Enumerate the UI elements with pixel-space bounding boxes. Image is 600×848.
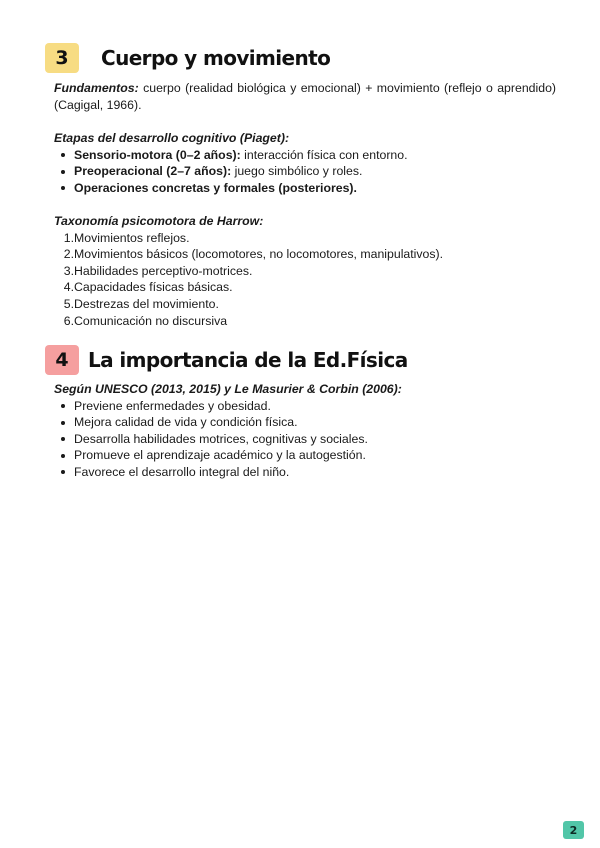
fundamentos-label: Fundamentos: [54,81,139,95]
piaget-stage-label: Sensorio-motora (0–2 años): [74,147,241,162]
item-number: 3. [63,263,74,278]
list-item [54,147,556,164]
importance-block [54,381,556,481]
section-4-header [45,345,408,375]
harrow-heading: Taxonomía psicomotora de Harrow: [54,214,264,228]
item-number: 6. [63,313,74,328]
list-item [54,279,556,296]
item-text: Destrezas del movimiento. [74,296,219,311]
list-item [54,263,556,280]
list-item [54,163,556,180]
harrow-block [54,213,556,329]
item-number: 2. [63,247,74,262]
item-text: Comunicación no discursiva [74,313,228,328]
section-4-number-badge: 4 [45,345,79,375]
piaget-heading: Etapas del desarrollo cognitivo (Piaget): [54,131,290,145]
item-number: 4. [63,280,74,295]
importance-list [54,398,556,481]
piaget-stage-label: Preoperacional (2–7 años): [74,164,232,179]
item-number: 1. [63,230,74,245]
section-3-header [45,43,330,73]
list-item: Desarrolla habilidades motrices, cognitivas y sociales. [54,431,556,448]
harrow-list [54,230,556,330]
list-item: Mejora calidad de vida y condición física. [54,414,556,431]
list-item [54,230,556,247]
list-item [54,296,556,313]
list-item [54,313,556,330]
list-item [54,180,556,197]
item-text: Habilidades perceptivo-motrices. [74,263,253,278]
piaget-stage-text: juego simbólico y roles. [231,164,363,179]
list-item: Previene enfermedades y obesidad. [54,398,556,415]
piaget-stage-label: Operaciones concretas y formales (posteriores). [74,180,357,195]
item-text: Movimientos básicos (locomotores, no locomotores, manipulativos). [74,247,444,262]
page-number-badge: 2 [563,821,584,839]
importance-source-heading: Según UNESCO (2013, 2015) y Le Masurier & Corbin (2006): [54,382,402,396]
section-3-number-badge: 3 [45,43,79,73]
section-3-title: Cuerpo y movimiento [101,46,331,70]
list-item: Promueve el aprendizaje académico y la autogestión. [54,447,556,464]
piaget-list [54,147,556,197]
item-number: 5. [63,296,74,311]
list-item [54,246,556,263]
section-4-title: La importancia de la Ed.Física [88,348,408,372]
list-item: Favorece el desarrollo integral del niño. [54,464,556,481]
piaget-stage-text: interacción física con entorno. [240,147,408,162]
piaget-block [54,130,556,196]
item-text: Movimientos reflejos. [74,230,190,245]
item-text: Capacidades físicas básicas. [74,280,233,295]
fundamentos-paragraph [54,80,556,113]
fundamentos-text: cuerpo (realidad biológica y emocional) + movimiento (reflejo o aprendido) (Cagigal, 1966). [54,81,556,112]
